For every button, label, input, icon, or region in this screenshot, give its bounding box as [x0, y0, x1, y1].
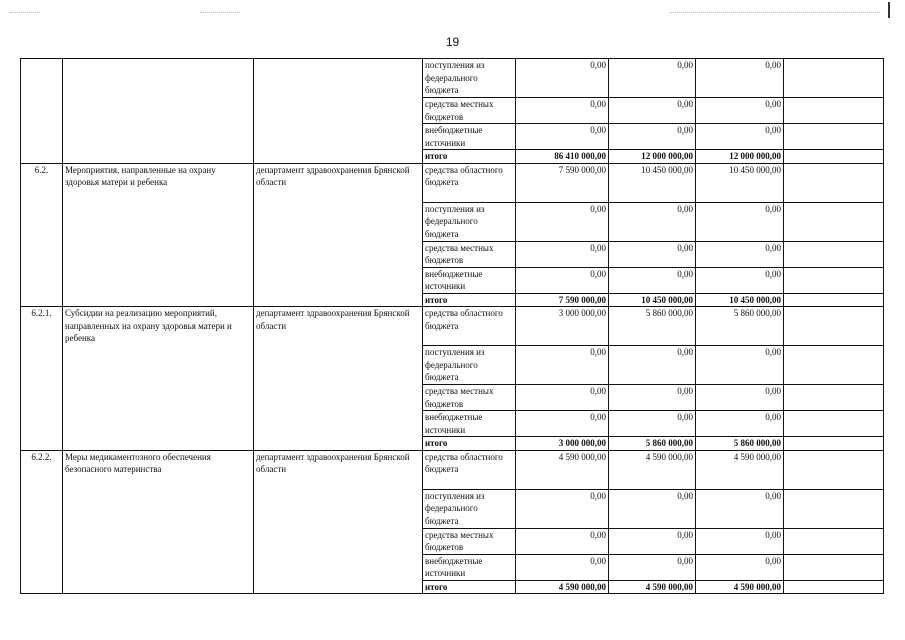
value-year-3: 12 000 000,00 [696, 150, 784, 164]
value-year-1: 86 410 000,00 [516, 150, 609, 164]
value-year-3: 10 450 000,00 [696, 293, 784, 307]
value-year-3: 0,00 [696, 202, 784, 241]
value-year-2: 0,00 [609, 489, 696, 528]
value-year-2: 4 590 000,00 [609, 580, 696, 594]
table-row [21, 450, 884, 489]
value-year-1: 0,00 [516, 489, 609, 528]
value-year-1: 7 590 000,00 [516, 163, 609, 202]
value-year-2: 0,00 [609, 554, 696, 580]
value-year-2: 0,00 [609, 528, 696, 554]
value-year-2: 5 860 000,00 [609, 307, 696, 346]
scan-dots [670, 12, 880, 14]
funding-source: средства местных бюджетов [423, 241, 516, 267]
value-year-1: 4 590 000,00 [516, 450, 609, 489]
funding-source: итого [423, 437, 516, 451]
scan-mark [888, 2, 890, 18]
row-code: 6.2.2. [21, 450, 63, 594]
value-year-3: 5 860 000,00 [696, 307, 784, 346]
empty-cell [784, 580, 884, 594]
funding-source: внебюджетные источники [423, 411, 516, 437]
funding-source: итого [423, 293, 516, 307]
funding-source: средства областного бюджета [423, 307, 516, 346]
value-year-1: 0,00 [516, 98, 609, 124]
empty-cell [784, 411, 884, 437]
row-name: Мероприятия, направленные на охрану здоровья матери и ребенка [63, 163, 254, 307]
value-year-3: 0,00 [696, 489, 784, 528]
value-year-2: 12 000 000,00 [609, 150, 696, 164]
empty-cell [784, 267, 884, 293]
value-year-1: 3 000 000,00 [516, 437, 609, 451]
funding-source: итого [423, 150, 516, 164]
scan-dots [10, 12, 40, 14]
value-year-3: 0,00 [696, 528, 784, 554]
empty-cell [784, 385, 884, 411]
value-year-2: 0,00 [609, 202, 696, 241]
value-year-3: 0,00 [696, 98, 784, 124]
value-year-2: 4 590 000,00 [609, 450, 696, 489]
budget-table [20, 58, 884, 594]
value-year-3: 0,00 [696, 241, 784, 267]
value-year-3: 0,00 [696, 385, 784, 411]
value-year-1: 0,00 [516, 59, 609, 98]
value-year-3: 0,00 [696, 554, 784, 580]
value-year-3: 0,00 [696, 267, 784, 293]
empty-cell [784, 150, 884, 164]
scan-dots [200, 12, 240, 14]
empty-cell [784, 489, 884, 528]
row-code [21, 59, 63, 164]
funding-source: средства местных бюджетов [423, 528, 516, 554]
value-year-2: 5 860 000,00 [609, 437, 696, 451]
value-year-3: 0,00 [696, 346, 784, 385]
value-year-1: 0,00 [516, 528, 609, 554]
value-year-1: 7 590 000,00 [516, 293, 609, 307]
value-year-2: 0,00 [609, 59, 696, 98]
empty-cell [784, 98, 884, 124]
funding-source: внебюджетные источники [423, 267, 516, 293]
value-year-1: 0,00 [516, 385, 609, 411]
value-year-1: 0,00 [516, 124, 609, 150]
value-year-3: 5 860 000,00 [696, 437, 784, 451]
row-name: Субсидии на реализацию мероприятий, направленных на охрану здоровья матери и ребенка [63, 307, 254, 451]
value-year-2: 0,00 [609, 98, 696, 124]
funding-source: итого [423, 580, 516, 594]
value-year-1: 0,00 [516, 267, 609, 293]
value-year-1: 3 000 000,00 [516, 307, 609, 346]
value-year-2: 0,00 [609, 124, 696, 150]
funding-source: поступления из федерального бюджета [423, 489, 516, 528]
value-year-3: 4 590 000,00 [696, 580, 784, 594]
value-year-1: 0,00 [516, 202, 609, 241]
value-year-2: 0,00 [609, 241, 696, 267]
value-year-1: 0,00 [516, 241, 609, 267]
funding-source: внебюджетные источники [423, 554, 516, 580]
funding-source: средства местных бюджетов [423, 385, 516, 411]
value-year-2: 0,00 [609, 346, 696, 385]
empty-cell [784, 202, 884, 241]
funding-source: поступления из федерального бюджета [423, 59, 516, 98]
value-year-1: 0,00 [516, 411, 609, 437]
funding-source: поступления из федерального бюджета [423, 346, 516, 385]
empty-cell [784, 554, 884, 580]
row-code: 6.2.1. [21, 307, 63, 451]
value-year-2: 0,00 [609, 267, 696, 293]
empty-cell [784, 437, 884, 451]
funding-source: внебюджетные источники [423, 124, 516, 150]
scan-artifacts [0, 0, 905, 22]
value-year-3: 0,00 [696, 411, 784, 437]
table-row [21, 163, 884, 202]
row-name: Меры медикаментозного обеспечения безопасного материнства [63, 450, 254, 594]
value-year-2: 10 450 000,00 [609, 163, 696, 202]
funding-source: средства областного бюджета [423, 450, 516, 489]
table-row [21, 307, 884, 346]
empty-cell [784, 450, 884, 489]
row-org: департамент здравоохранения Брянской области [254, 163, 423, 307]
value-year-2: 0,00 [609, 411, 696, 437]
row-org [254, 59, 423, 164]
empty-cell [784, 346, 884, 385]
empty-cell [784, 528, 884, 554]
value-year-3: 0,00 [696, 124, 784, 150]
value-year-3: 4 590 000,00 [696, 450, 784, 489]
value-year-1: 0,00 [516, 554, 609, 580]
row-org: департамент здравоохранения Брянской области [254, 450, 423, 594]
empty-cell [784, 163, 884, 202]
empty-cell [784, 293, 884, 307]
row-code: 6.2. [21, 163, 63, 307]
funding-source: поступления из федерального бюджета [423, 202, 516, 241]
value-year-2: 0,00 [609, 385, 696, 411]
empty-cell [784, 59, 884, 98]
funding-source: средства областного бюджета [423, 163, 516, 202]
value-year-1: 4 590 000,00 [516, 580, 609, 594]
table-row [21, 59, 884, 98]
value-year-3: 0,00 [696, 59, 784, 98]
row-name [63, 59, 254, 164]
table-body [21, 59, 884, 594]
empty-cell [784, 241, 884, 267]
funding-source: средства местных бюджетов [423, 98, 516, 124]
value-year-3: 10 450 000,00 [696, 163, 784, 202]
value-year-2: 10 450 000,00 [609, 293, 696, 307]
empty-cell [784, 307, 884, 346]
empty-cell [784, 124, 884, 150]
row-org: департамент здравоохранения Брянской области [254, 307, 423, 451]
value-year-1: 0,00 [516, 346, 609, 385]
page-number: 19 [445, 35, 460, 49]
